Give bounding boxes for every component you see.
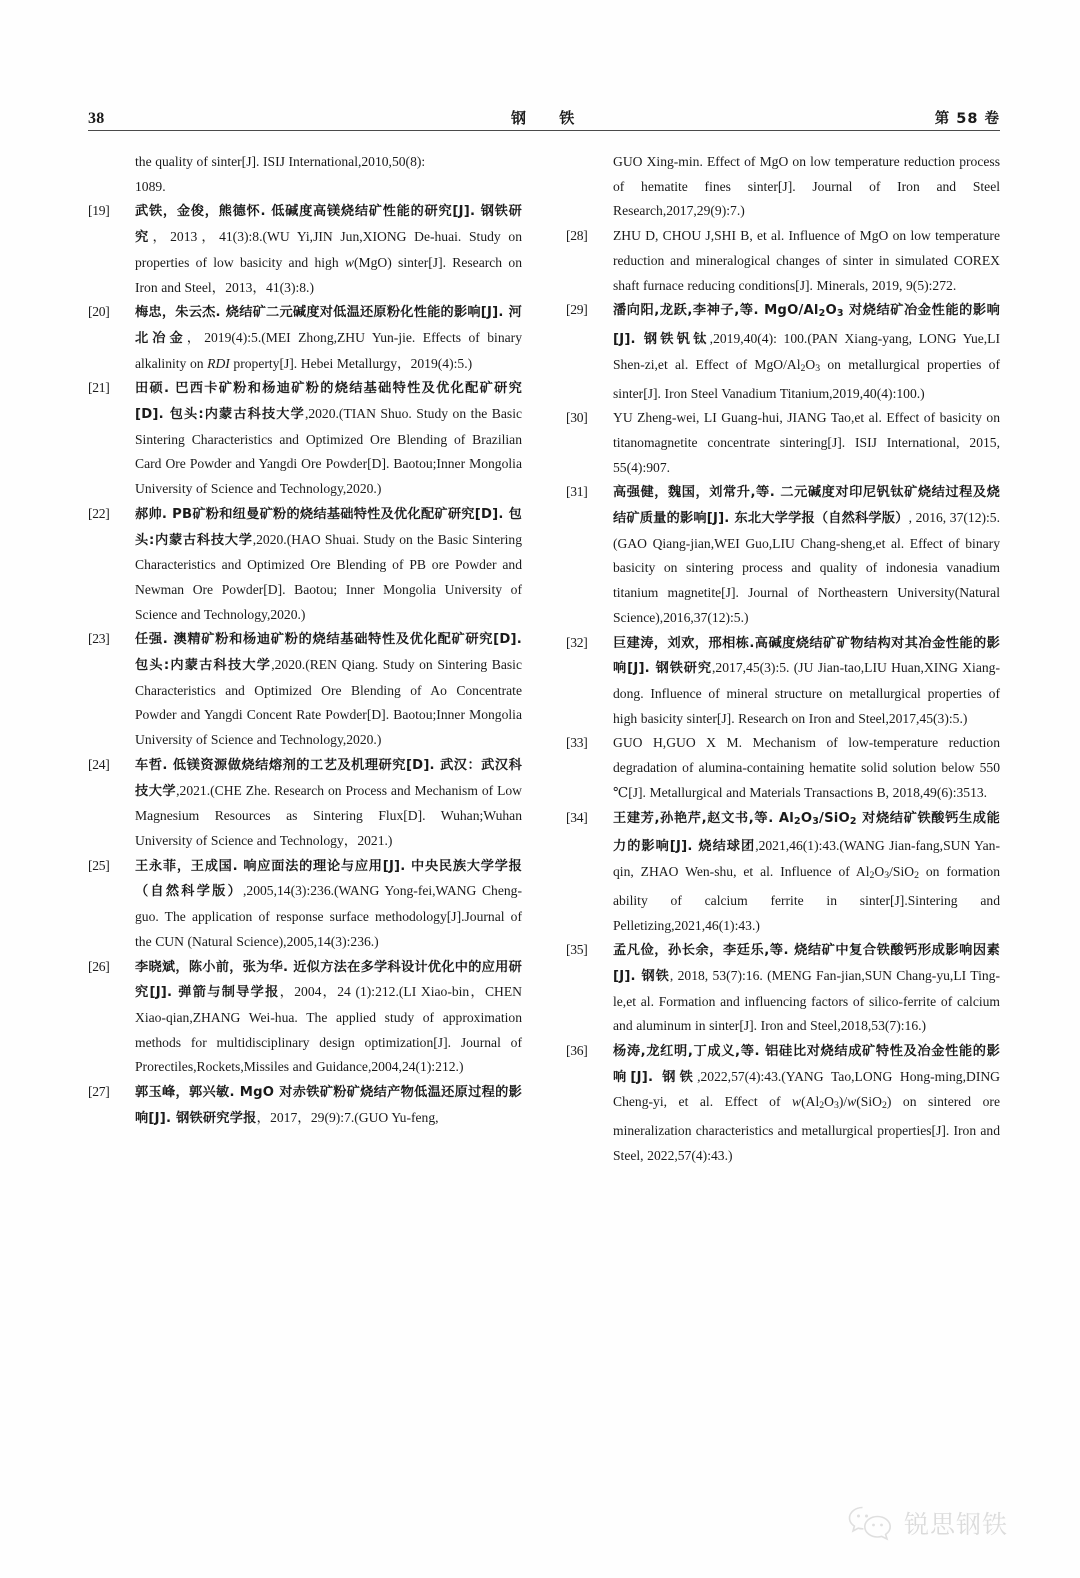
right-column [566, 150, 1000, 1169]
header-rule [88, 130, 1000, 131]
reference-text: 孟凡俭，孙长余，李廷乐,等. 烧结矿中复合铁酸钙形成影响因素[J]. 钢铁, 2018, 53(7):16. (MENG Fan-jian,SUN Chang-yu,LI Ting-le,et al. Formation and influencing factors of silico-ferrite of calcium and aluminum in sinter[J]. Iron and Steel,2018,53(7):16.) [613, 943, 1000, 1034]
reference-text: 李晓斌，陈小前，张为华. 近似方法在多学科设计优化中的应用研究[J]. 弹箭与制导学报，2004，24 (1):212.(LI Xiao-bin，CHEN Xiao-qian,ZHANG Wei-hua. The applied study of approximation methods for multidisciplinary design optimization[J]. Journal of Prorectiles,Rockets,Missiles and Guidance,2004,24(1):212.) [135, 959, 522, 1075]
reference-entry [566, 806, 1000, 939]
left-column [88, 150, 522, 1169]
reference-number: [34] [566, 809, 588, 825]
reference-number: [26] [88, 958, 110, 974]
reference-number: [36] [566, 1043, 588, 1059]
reference-number: [28] [566, 228, 588, 244]
reference-number: [22] [88, 505, 110, 521]
reference-entry [566, 938, 1000, 1039]
reference-entry [566, 480, 1000, 630]
reference-entry [88, 300, 522, 376]
reference-entry [88, 753, 522, 854]
reference-text: GUO H,GUO X M. Mechanism of low-temperature reduction degradation of alumina-containing hematite solid solution below 550 ℃[J]. Metallurgical and Materials Transactions B, 2018,49(6):3513. [613, 735, 1000, 800]
reference-text: 杨涛,龙红明,丁成义,等. 铝硅比对烧结成矿特性及冶金性能的影响[J]. 钢铁,2022,57(4):43.(YANG Tao,LONG Hong-ming,DING Cheng-yi, et al. Effect of $w(Al_2O_3)/w(SiO_2)$ on sintered ore mineralization characteristics and metallurgical properties[J]. Iron and Steel, 2022,57(4):43.) [613, 1044, 1000, 1163]
reference-text: 任强. 澳精矿粉和杨迪矿粉的烧结基础特性及优化配矿研究[D]. 包头:内蒙古科技大学,2020.(REN Qiang. Study on Sintering Basic Characteristics and Optimized Ore Blending of Ao Concentrate Powder and Yangdi Concent Rate Powder[D]. Baotou;Inner Mongolia University of Science and Technology,2020.) [135, 632, 522, 748]
reference-number: [20] [88, 304, 110, 320]
reference-text: GUO Xing-min. Effect of MgO on low temperature reduction process of hematite fines sinter[J]. Journal of Iron and Steel Research,2017,29(9):7.) [613, 154, 1000, 219]
footer-watermark [846, 1492, 1046, 1554]
reference-text: 梅忠，朱云杰. 烧结矿二元碱度对低温还原粉化性能的影响[J]. 河北冶金，2019(4):5.(MEI Zhong,ZHU Yun-jie. Effects of binary alkalinity on RDI property[J]. Hebei Metallurgy，2019(4):5.) [135, 305, 522, 371]
reference-number: [33] [566, 735, 588, 751]
reference-text: ZHU D, CHOU J,SHI B, et al. Influence of MgO on low temperature reduction and mineralogical changes of sinter in simulated COREX shaft furnace reducing conditions[J]. Minerals, 2019, 9(5):272. [613, 228, 1000, 293]
reference-text: 王建芳,孙艳芹,赵文书,等. $Al_2O_3/SiO_2$ 对烧结矿铁酸钙生成能力的影响[J]. 烧结球团,2021,46(1):43.(WANG Jian-fang,SUN Yan-qin, ZHAO Wen-shu, et al. Influence of $Al_2O_3/SiO_2$ on formation ability of calcium ferrite in sinter[J].Sintering and Pelletizing,2021,46(1):43.) [613, 810, 1000, 933]
reference-columns [88, 150, 1000, 1169]
reference-number: [24] [88, 756, 110, 772]
reference-text: 郝帅. PB矿粉和纽曼矿粉的烧结基础特性及优化配矿研究[D]. 包头:内蒙古科技大学,2020.(HAO Shuai. Study on the Basic Sintering Characteristics and Optimized Ore Blending of PB ore Powder and Newman Ore Powder[D]. Baotou; Inner Mongolia University of Science and Technology,2020.) [135, 506, 523, 622]
reference-entry [88, 376, 522, 502]
reference-text: 王永菲，王成国. 响应面法的理论与应用[J]. 中央民族大学学报（自然科学版）,2005,14(3):236.(WANG Yong-fei,WANG Cheng-guo. The application of response surface methodology[J].Journal of the CUN (Natural Science),2005,14(3):236.) [135, 858, 522, 949]
page-number: 38 [88, 110, 105, 127]
reference-number: [30] [566, 410, 588, 426]
reference-number: [29] [566, 302, 588, 318]
reference-entry [566, 731, 1000, 805]
reference-number: [31] [566, 484, 588, 500]
reference-entry [566, 1039, 1000, 1169]
reference-number: [32] [566, 634, 588, 650]
journal-title: 钢 铁 [511, 109, 589, 127]
reference-text: 巨建涛，刘欢，邢相栋.高碱度烧结矿矿物结构对其冶金性能的影响[J]. 钢铁研究,2017,45(3):5. (JU Jian-tao,LIU Huan,XING Xiang-dong. Influence of mineral structure on metallurgical properties of high basicity sinter[J]. Research on Iron and Steel,2017,45(3):5.) [613, 635, 1000, 726]
reference-text: 武铁，金俊，熊德怀. 低碱度高镁烧结矿性能的研究[J]. 钢铁研究，2013，41(3):8.(WU Yi,JIN Jun,XIONG De-huai. Study on properties of low basicity and high w(MgO) sinter[J]. Research on Iron and Steel，2013，41(3):8.) [135, 204, 522, 295]
reference-entry [566, 224, 1000, 298]
reference-entry [88, 1080, 522, 1131]
reference-entry [88, 854, 522, 955]
reference-text: 田硕. 巴西卡矿粉和杨迪矿粉的烧结基础特性及优化配矿研究[D]. 包头:内蒙古科技大学,2020.(TIAN Shuo. Study on the Basic Sintering Characteristics and Optimized Ore Blending of Brazilian Card Ore Powder and Yangdi Ore Powder[D]. Baotou;Inner Mongolia University of Science and Technology,2020.) [135, 381, 523, 497]
reference-number: [23] [88, 631, 110, 647]
reference-text: 高强健，魏国，刘常升,等. 二元碱度对印尼钒钛矿烧结过程及烧结矿质量的影响[J]. 东北大学学报（自然科学版）, 2016, 37(12):5.(GAO Qiang-jian,WEI Guo,LIU Chang-sheng,et al. Effect of binary basicity on sintering process and quality of indonesia vanadium titanium magnetite[J]. Journal of Northeastern University(Natural Science),2016,37(12):5.) [613, 485, 1000, 625]
reference-entry [88, 199, 522, 300]
reference-entry [566, 631, 1000, 732]
volume-label: 第 58 卷 [934, 111, 1000, 127]
reference-number: [27] [88, 1084, 110, 1100]
reference-number: [25] [88, 857, 110, 873]
running-head [88, 98, 1000, 128]
reference-text: 车哲. 低镁资源做烧结熔剂的工艺及机理研究[D]. 武汉：武汉科技大学,2021.(CHE Zhe. Research on Process and Mechanism of Low Magnesium Resources as Sintering Flux[D]. Wuhan;Wuhan University of Science and Technology，2021.) [135, 757, 522, 848]
reference-text: 郭玉峰，郭兴敏. MgO 对赤铁矿粉矿烧结产物低温还原过程的影响[J]. 钢铁研究学报，2017，29(9):7.(GUO Yu-feng, [135, 1085, 522, 1126]
reference-continuation [88, 150, 522, 199]
reference-entry [566, 406, 1000, 480]
reference-number: [19] [88, 203, 110, 219]
reference-entry [566, 298, 1000, 406]
reference-number: [21] [88, 380, 110, 396]
reference-number: [35] [566, 942, 588, 958]
reference-entry [88, 502, 522, 628]
reference-text: 潘向阳,龙跃,李神子,等. MgO/$Al_2O_3$ 对烧结矿冶金性能的影响[J]. 钢铁钒钛,2019,40(4): 100.(PAN Xiang-yang, LONG Yue,LI Shen-zi,et al. Effect of MgO/$Al_2O_3$ on metallurgical properties of sinter[J]. Iron Steel Vanadium Titanium,2019,40(4):100.) [613, 303, 1000, 401]
wechat-icon [846, 1503, 894, 1543]
reference-text: the quality of sinter[J]. ISIJ International,2010,50(8): 1089. [135, 154, 426, 194]
reference-text: YU Zheng-wei, LI Guang-hui, JIANG Tao,et al. Effect of basicity on titanomagnetite concentrate sintering[J]. ISIJ International, 2015, 55(4):907. [613, 410, 1000, 475]
reference-entry [88, 627, 522, 753]
reference-continuation [566, 150, 1000, 224]
reference-entry [88, 955, 522, 1081]
footer-logo-text: 锐思钢铁 [904, 1510, 1009, 1539]
